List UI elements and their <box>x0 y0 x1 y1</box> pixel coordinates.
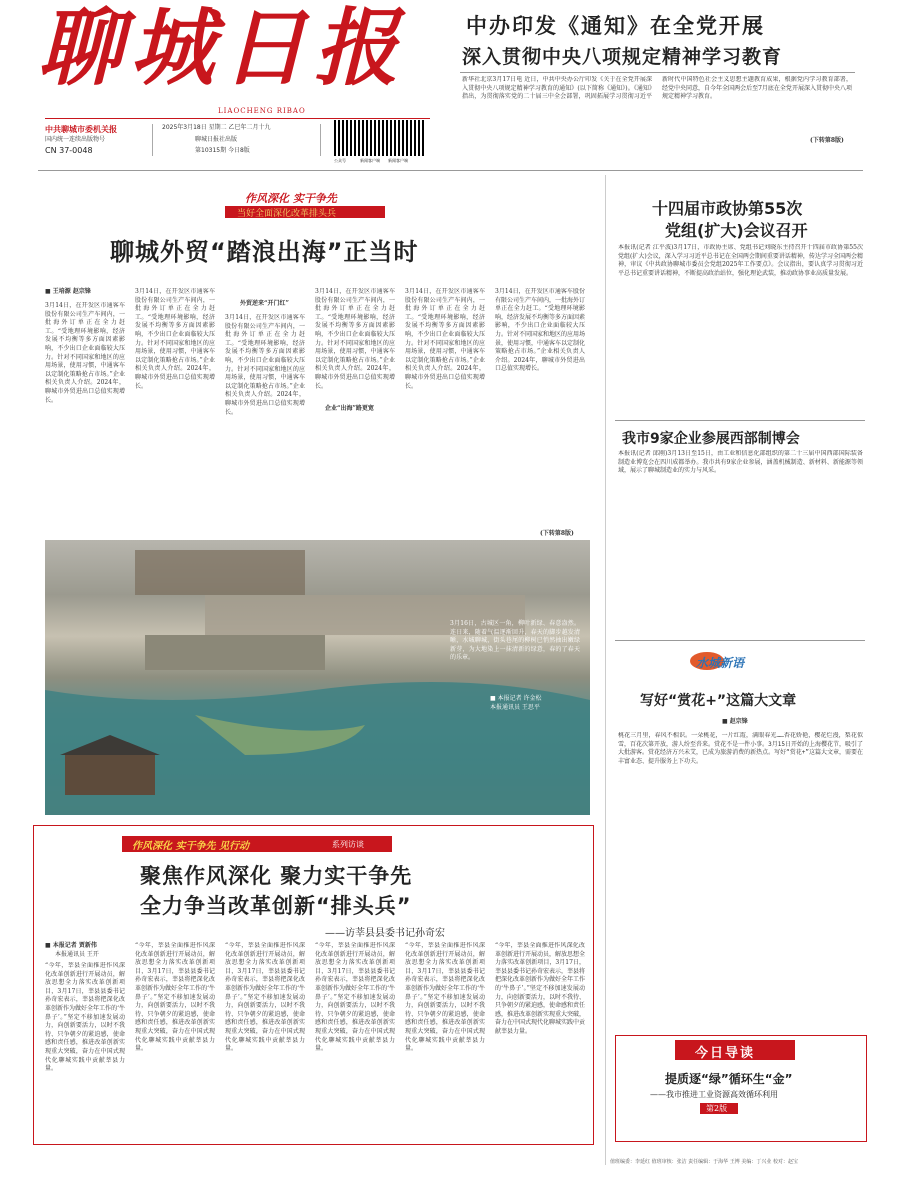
qr-label-1: 公众号 <box>334 158 346 163</box>
cppcc-title-2: 党组(扩大)会议召开 <box>665 221 808 240</box>
banner-line-1: 作风深化 实干争先 <box>245 192 337 205</box>
cppcc-title-1: 十四届市政协第55次 <box>652 199 803 218</box>
feature-body-col-5: “今年，莘县全面推进作风深化改革创新进行开展动员，解放思想全力落实改革创新项目，3月17日，莘县县委书记孙奇宏表示，莘县将把深化改革创新作为做好全年工作的‘牛鼻子’。”坚定不移加速发展动力，向创新要活力，以时不我待、只争朝夕的紧迫感，使命感和责任感，推进改革创新实现重大突破，奋力在中国式现代化聊城实践中贡献莘县力量。 <box>405 942 485 1053</box>
feature-tag-series: 系列访谈 <box>332 840 364 849</box>
lead-continued: (下转第8版) <box>540 530 574 537</box>
column-body: 桃花三月里，春风不相识。一朵桃花，一片红霞，满眼春光……杏花娇艳，樱花烂漫，梨花似雪，百花次第开放，游人纷至沓来。赏花不是一件小事。3月15日开始的上海樱花节，吸引了大批游客。赏花经济方兴未艾，已成为旅游消费的新热点。写好“赏花+”这篇大文章，需要在丰富业态、提升服务上下功夫。 <box>618 732 863 765</box>
guide-title[interactable]: 提质逐“绿”循环生“金” <box>665 1072 793 1086</box>
section-banner <box>225 190 385 220</box>
lead-body-col-3: 3月14日，在开发区市通客车股份有限公司生产车间内，一批海外订单正在全力赶工。“受地理环境影响，经济发展不均衡等多方面因素影响，不少出口企业面临较大压力。针对不同国家和地区的应用场景，使用习惯，中通客车以定制化策略抢占市场。”企业相关负责人介绍。2024年，聊城市外贸进出口总值实现增长。 <box>225 314 305 416</box>
guide-header <box>675 1040 795 1060</box>
photo-caption: 3月16日，古城区一角，柳叶新绿、春意盎然。连日来，随着气温逐渐回升，春天的脚步越发清晰，水城聊城，街头巷尾的柳树已悄然抽出嫩绿新芽，为大地染上一抹清新的绿意，春的了春天的乐章。 <box>450 620 580 662</box>
photo-credit-1: ■ 本报记者 许金松 <box>490 695 542 702</box>
top-story-continued: (下转第8版) <box>810 137 844 144</box>
feature-body-col-3: “今年，莘县全面推进作风深化改革创新进行开展动员，解放思想全力落实改革创新项目，3月17日，莘县县委书记孙奇宏表示，莘县将把深化改革创新作为做好全年工作的‘牛鼻子’。”坚定不移加速发展动力，向创新要活力，以时不我待、只争朝夕的紧迫感，使命感和责任感，推进改革创新实现重大突破，奋力在中国式现代化聊城实践中贡献莘县力量。 <box>225 942 305 1053</box>
feature-tag-text: 作风深化 实干争先 见行动 <box>132 841 249 852</box>
lead-subhead-1: 外贸逆来“开门红” <box>240 300 289 307</box>
lead-body-col-5: 3月14日，在开发区市通客车股份有限公司生产车间内，一批海外订单正在全力赶工。“受地理环境影响，经济发展不均衡等多方面因素影响，不少出口企业面临较大压力。针对不同国家和地区的应用场景，使用习惯，中通客车以定制化策略抢占市场。”企业相关负责人介绍。2024年，聊城市外贸进出口总值实现增长。 <box>405 288 485 390</box>
feature-body-col-4: “今年，莘县全面推进作风深化改革创新进行开展动员，解放思想全力落实改革创新项目，3月17日，莘县县委书记孙奇宏表示，莘县将把深化改革创新作为做好全年工作的‘牛鼻子’。”坚定不移加速发展动力，向创新要活力，以时不我待、只争朝夕的紧迫感，使命感和责任感，推进改革创新实现重大突破，奋力在中国式现代化聊城实践中贡献莘县力量。 <box>315 942 395 1053</box>
top-story-body: 新华社北京3月17日电 近日，中共中央办公厅印发《关于在全党开展深入贯彻中央八项规定精神学习教育的通知》(以下简称《通知》)。《通知》指出，为贯彻落实党的二十届三中全会部署，巩固拓展学习贯彻习近平新时代中国特色社会主义思想主题教育成果，根据党内学习教育部署，经党中央同意，自今年全国两会后至7月底在全党开展深入贯彻中央八项规定精神学习教育。 <box>462 76 852 101</box>
feature-tag <box>122 836 392 852</box>
feature-byline-2: 本报通讯员 王开 <box>55 951 99 958</box>
guide-page-text: 第2版 <box>706 1104 728 1113</box>
lead-byline: ■ 王培源 赵宗锋 <box>45 288 91 295</box>
qr-code-3 <box>390 120 426 156</box>
west-fair-body: 本报讯(记者 邱刚)3月13日至15日，由工业和信息化部组织的第二十三届中国西部国际装备制造业博览会在四川成都举办。我市共有9家企业参展，涵盖机械制造、新材料、新能源等领域，展示了聊城制造业的实力与风采。 <box>618 450 863 475</box>
top-story-title-1: 中办印发《通知》在全党开展 <box>466 14 765 38</box>
feature-title-2: 全力争当改革创新“排头兵” <box>140 894 412 918</box>
photo-credit-2: 本报通讯员 王思平 <box>490 704 540 711</box>
feature-byline-1: ■ 本报记者 贾新伟 <box>45 942 97 949</box>
lead-body-col-1: 3月14日，在开发区市通客车股份有限公司生产车间内，一批海外订单正在全力赶工。“受地理环境影响，经济发展不均衡等多方面因素影响，不少出口企业面临较大压力。针对不同国家和地区的应用场景，使用习惯，中通客车以定制化策略抢占市场。”企业相关负责人介绍。2024年，聊城市外贸进出口总值实现增长。 <box>45 302 125 404</box>
qr-label-3: 新闻客户端 <box>388 158 408 163</box>
issue-date: 2025年3月18日 星期二 乙巳年二月十九 <box>162 124 271 131</box>
cn-number: CN 37-0048 <box>45 146 93 155</box>
issue-code: 国内统一连续出版物号 <box>45 136 106 143</box>
footer-credits: 值班编委：李延红 值班审核：张洁 责任编辑：于海华 王博 美编：丁兴业 校对：赵宝 <box>610 1159 798 1165</box>
masthead-logo: 聊城日报 <box>38 0 407 97</box>
publisher: 聊城日报社出版 <box>195 136 238 143</box>
feature-subtitle: ——访莘县县委书记孙奇宏 <box>325 928 445 939</box>
sponsor-label: 中共聊城市委机关报 <box>45 125 117 134</box>
qr-label-2: 新闻客户端 <box>360 158 380 163</box>
guide-page[interactable] <box>700 1103 738 1114</box>
feature-body-col-6: “今年，莘县全面推进作风深化改革创新进行开展动员，解放思想全力落实改革创新项目，3月17日，莘县县委书记孙奇宏表示，莘县将把深化改革创新作为做好全年工作的‘牛鼻子’。”坚定不移加速发展动力，向创新要活力，以时不我待、只争朝夕的紧迫感，使命感和责任感，推进改革创新实现重大突破，奋力在中国式现代化聊城实践中贡献莘县力量。 <box>495 942 585 1035</box>
lead-title: 聊城外贸“踏浪出海”正当时 <box>110 238 419 266</box>
banner-line-2: 当好全面深化改革排头兵 <box>237 209 337 219</box>
news-photo <box>45 540 590 815</box>
masthead-pinyin: LIAOCHENG RIBAO <box>218 107 306 115</box>
guide-header-text: 今日导读 <box>695 1046 756 1061</box>
feature-body-col-1: “今年，莘县全面推进作风深化改革创新进行开展动员，解放思想全力落实改革创新项目，3月17日，莘县县委书记孙奇宏表示，莘县将把深化改革创新作为做好全年工作的‘牛鼻子’。”坚定不移加速发展动力，向创新要活力，以时不我待、只争朝夕的紧迫感，使命感和责任感，推进改革创新实现重大突破，奋力在中国式现代化聊城实践中贡献莘县力量。 <box>45 962 125 1073</box>
column-byline: ■ 赵宗锋 <box>722 718 748 725</box>
west-fair-title: 我市9家企业参展西部制博会 <box>622 431 800 447</box>
issue-number: 第10315期 今日8版 <box>195 147 250 154</box>
lead-body-col-2: 3月14日，在开发区市通客车股份有限公司生产车间内，一批海外订单正在全力赶工。“受地理环境影响，经济发展不均衡等多方面因素影响，不少出口企业面临较大压力。针对不同国家和地区的应用场景，使用习惯，中通客车以定制化策略抢占市场。”企业相关负责人介绍。2024年，聊城市外贸进出口总值实现增长。 <box>135 288 215 390</box>
lead-body-col-6: 3月14日，在开发区市通客车股份有限公司生产车间内，一批海外订单正在全力赶工。“受地理环境影响，经济发展不均衡等多方面因素影响，不少出口企业面临较大压力。针对不同国家和地区的应用场景，使用习惯，中通客车以定制化策略抢占市场。”企业相关负责人介绍。2024年，聊城市外贸进出口总值实现增长。 <box>495 288 585 373</box>
guide-subtitle: ——我市推进工业资源高效循环利用 <box>650 1090 778 1099</box>
feature-body-col-2: “今年，莘县全面推进作风深化改革创新进行开展动员，解放思想全力落实改革创新项目，3月17日，莘县县委书记孙奇宏表示，莘县将把深化改革创新作为做好全年工作的‘牛鼻子’。”坚定不移加速发展动力，向创新要活力，以时不我待、只争朝夕的紧迫感，使命感和责任感，推进改革创新实现重大突破，奋力在中国式现代化聊城实践中贡献莘县力量。 <box>135 942 215 1053</box>
column-logo <box>690 650 770 672</box>
top-story-title-2: 深入贯彻中央八项规定精神学习教育 <box>462 46 783 68</box>
column-title: 写好“赏花+”这篇大文章 <box>640 693 797 709</box>
column-logo-text: 水城新语 <box>696 656 745 670</box>
feature-title-1: 聚焦作风深化 聚力实干争先 <box>140 864 413 888</box>
photo-scene <box>45 540 590 815</box>
lead-subhead-2: 企业“出海”路更宽 <box>325 405 374 412</box>
lead-body-col-4: 3月14日，在开发区市通客车股份有限公司生产车间内，一批海外订单正在全力赶工。“受地理环境影响，经济发展不均衡等多方面因素影响，不少出口企业面临较大压力。针对不同国家和地区的应用场景，使用习惯，中通客车以定制化策略抢占市场。”企业相关负责人介绍。2024年，聊城市外贸进出口总值实现增长。 <box>315 288 395 390</box>
cppcc-body: 本报讯(记者 江平波)3月17日，市政协主席、党组书记刘晓东主持召开十四届市政协第55次党组(扩大)会议，深入学习习近平总书记在全国两会期间重要讲话精神，传达学习全国两会精神，审议《中共政协聊城市委员会党组2025年工作要点》。会议指出，要认真学习贯彻习近平总书记重要讲话精神，不断提高政治站位，强化理论武装，推动政协事业高质量发展。 <box>618 244 863 277</box>
